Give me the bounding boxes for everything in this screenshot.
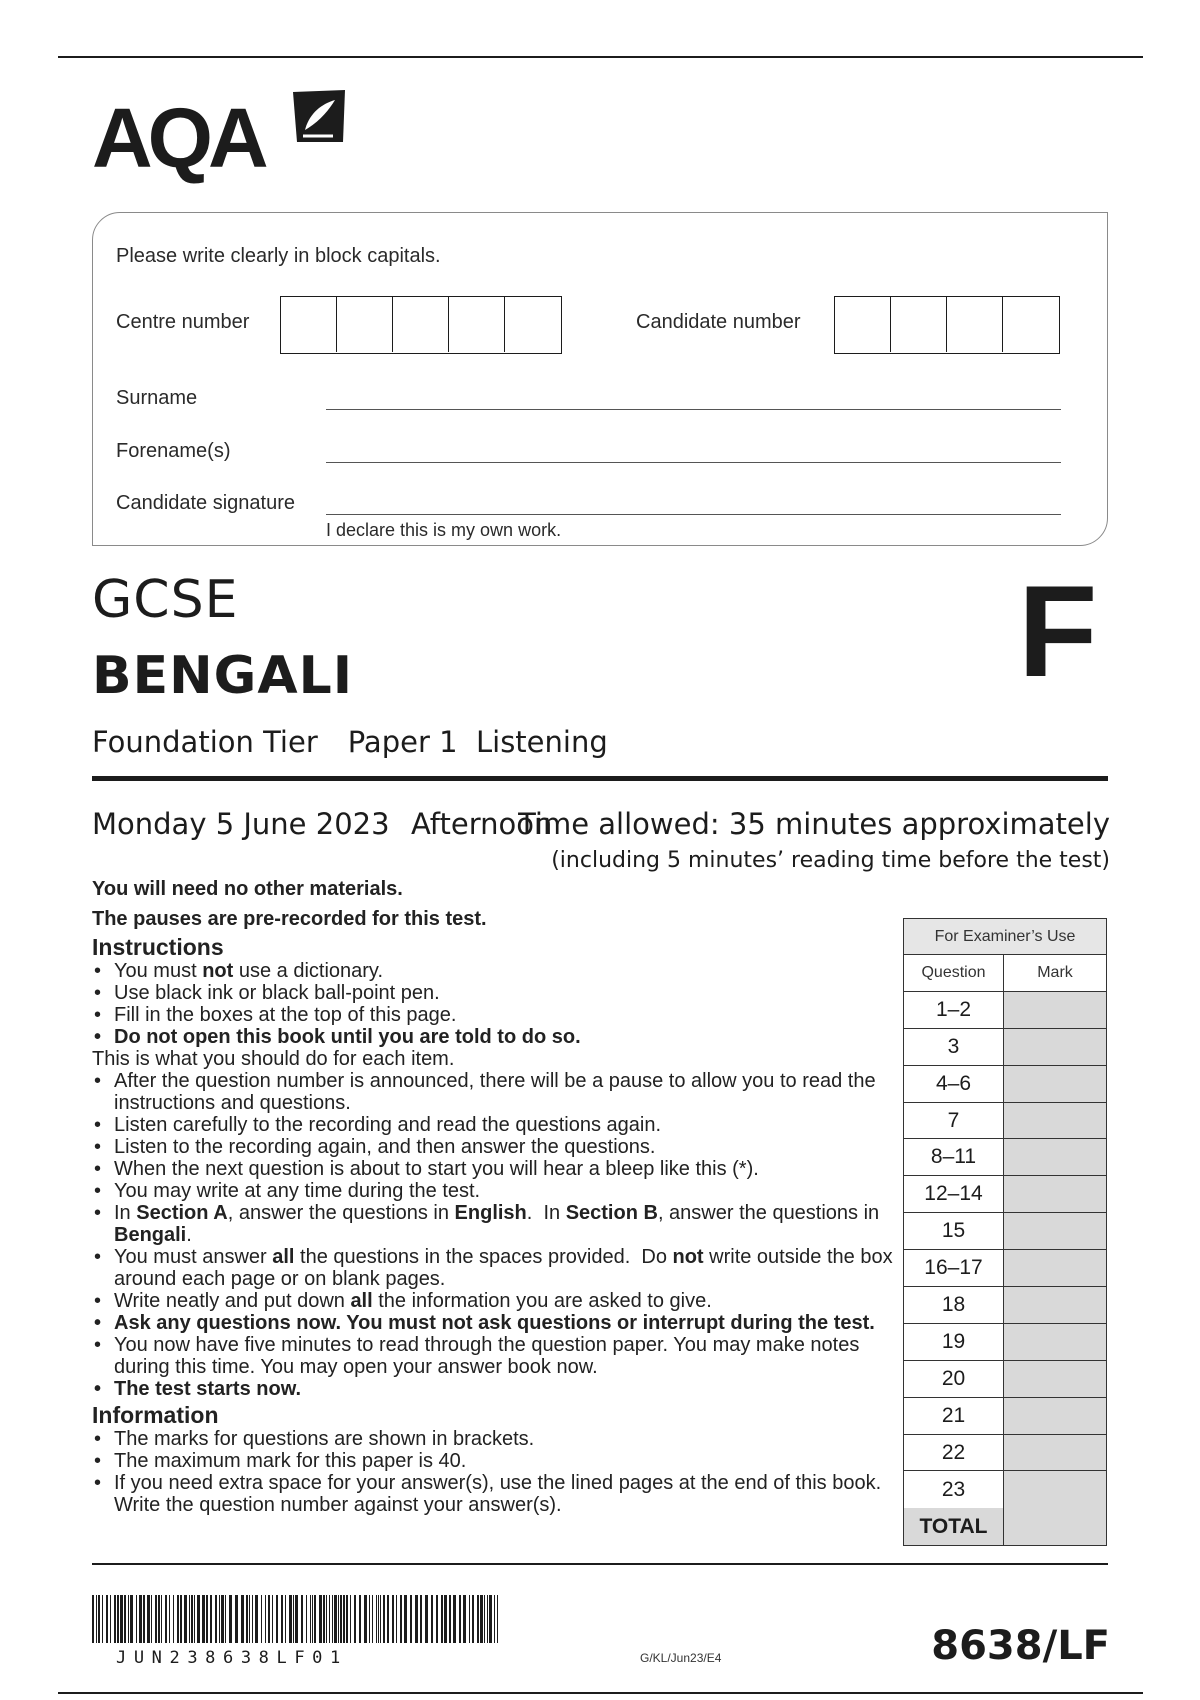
examiner-table-row <box>904 1435 1106 1472</box>
barcode-bar <box>497 1595 498 1643</box>
barcode-bar <box>312 1595 313 1643</box>
forenames-line[interactable] <box>326 462 1061 463</box>
barcode-bar <box>431 1595 433 1643</box>
barcode-bar <box>117 1595 119 1643</box>
barcode-bar <box>334 1595 337 1643</box>
examiner-table-row <box>904 1103 1106 1140</box>
candidate-number-label: Candidate number <box>636 311 801 333</box>
barcode-bar <box>350 1595 351 1643</box>
barcode-bar <box>346 1595 348 1643</box>
candidate-number-digit[interactable] <box>891 297 947 352</box>
list-item: • You must answer all the questions in the spaces provided. Do not write outside the box around each page or on blank pages. <box>92 1246 898 1290</box>
question-column-header: Question <box>904 955 1004 991</box>
list-item: • Do not open this book until you are told to do so. <box>92 1026 898 1048</box>
barcode-bar <box>143 1595 145 1643</box>
barcode-bar <box>400 1595 402 1643</box>
barcode-bar <box>130 1595 133 1643</box>
materials-line: You will need no other materials. <box>92 878 403 900</box>
question-number-cell: 3 <box>904 1029 1004 1065</box>
question-number-cell: 16–17 <box>904 1250 1004 1286</box>
barcode-bar <box>383 1595 385 1643</box>
mark-cell <box>1004 1398 1106 1434</box>
barcode-bar <box>261 1595 262 1643</box>
barcode-bar <box>165 1595 167 1643</box>
barcode <box>92 1595 500 1643</box>
list-item: • After the question number is announced, there will be a pause to allow you to read the instructions and questions. <box>92 1070 898 1114</box>
candidate-number-digit[interactable] <box>835 297 891 352</box>
candidate-number-digit[interactable] <box>947 297 1003 352</box>
exam-subject: BENGALI <box>92 646 354 706</box>
barcode-bar <box>241 1595 244 1643</box>
barcode-bar <box>235 1595 238 1643</box>
total-mark-cell <box>1004 1508 1106 1545</box>
centre-number-digit[interactable] <box>281 297 337 352</box>
page-bottom-rule <box>58 1692 1143 1694</box>
barcode-bar <box>396 1595 397 1643</box>
question-number-cell: 4–6 <box>904 1066 1004 1102</box>
examiner-table-row <box>904 1139 1106 1176</box>
barcode-bar <box>219 1595 220 1643</box>
barcode-bar <box>494 1595 495 1643</box>
barcode-bar <box>180 1595 182 1643</box>
barcode-bar <box>487 1595 488 1643</box>
mark-column-header: Mark <box>1004 955 1106 991</box>
barcode-bar <box>255 1595 258 1643</box>
paper-reference: G/KL/Jun23/E4 <box>640 1651 722 1665</box>
barcode-bar <box>215 1595 217 1643</box>
list-item: • You now have five minutes to read through the question paper. You may make notes during this time. You may open your answer book now. <box>92 1334 898 1378</box>
barcode-bar <box>265 1595 266 1643</box>
signature-label: Candidate signature <box>116 492 296 514</box>
barcode-bar <box>276 1595 278 1643</box>
pauses-line: The pauses are pre-recorded for this test. <box>92 908 487 930</box>
barcode-bar <box>392 1595 394 1643</box>
bottom-section-rule <box>92 1563 1108 1565</box>
examiner-table-row <box>904 1471 1106 1508</box>
mark-cell <box>1004 1176 1106 1212</box>
question-number-cell: 15 <box>904 1213 1004 1249</box>
centre-number-boxes[interactable] <box>280 296 562 354</box>
barcode-bar <box>102 1595 103 1643</box>
barcode-bar <box>184 1595 187 1643</box>
exam-session: Afternoon <box>411 807 553 841</box>
examiner-total-row <box>904 1508 1106 1545</box>
barcode-bar <box>372 1595 373 1643</box>
barcode-bar <box>369 1595 370 1643</box>
examiner-table-row <box>904 1066 1106 1103</box>
barcode-bar <box>246 1595 248 1643</box>
barcode-bar <box>225 1595 226 1643</box>
mark-cell <box>1004 1139 1106 1175</box>
centre-number-label: Centre number <box>116 311 250 333</box>
barcode-bar <box>314 1595 316 1643</box>
tier-and-paper <box>92 725 608 759</box>
list-item: • The maximum mark for this paper is 40. <box>92 1450 898 1472</box>
barcode-bar <box>177 1595 179 1643</box>
barcode-bar <box>147 1595 150 1643</box>
mark-cell <box>1004 1287 1106 1323</box>
list-item: • You must not use a dictionary. <box>92 960 898 982</box>
barcode-bar <box>128 1595 129 1643</box>
candidate-details-box <box>92 212 1108 546</box>
barcode-bar <box>420 1595 422 1643</box>
barcode-bar <box>332 1595 333 1643</box>
question-number-cell: 22 <box>904 1435 1004 1471</box>
question-number-cell: 12–14 <box>904 1176 1004 1212</box>
list-item: • The marks for questions are shown in brackets. <box>92 1428 898 1450</box>
mark-cell <box>1004 1471 1106 1508</box>
declaration-text: I declare this is my own work. <box>326 520 562 540</box>
barcode-bar <box>189 1595 190 1643</box>
barcode-bar <box>376 1595 377 1643</box>
centre-number-digit[interactable] <box>505 297 561 352</box>
top-rule <box>58 56 1143 58</box>
barcode-bar <box>221 1595 224 1643</box>
question-number-cell: 20 <box>904 1361 1004 1397</box>
examiner-table-row <box>904 1287 1106 1324</box>
list-item: • Listen carefully to the recording and read the questions again. <box>92 1114 898 1136</box>
barcode-bar <box>310 1595 311 1643</box>
barcode-bar <box>295 1595 298 1643</box>
barcode-bar <box>354 1595 356 1643</box>
total-label: TOTAL <box>904 1508 1004 1545</box>
centre-number-digit[interactable] <box>337 297 393 352</box>
list-item: • If you need extra space for your answer(s), use the lined pages at the end of this book. Write the question number against your answer(s). <box>92 1472 898 1516</box>
reading-time-note: (including 5 minutes’ reading time before the test) <box>551 848 1110 873</box>
barcode-bar <box>480 1595 483 1643</box>
list-item: • Use black ink or black ball-point pen. <box>92 982 898 1004</box>
barcode-bar <box>289 1595 292 1643</box>
signature-line[interactable] <box>326 514 1061 515</box>
instructions-section <box>92 878 898 1516</box>
surname-label: Surname <box>116 387 198 409</box>
barcode-bar <box>449 1595 451 1643</box>
barcode-bar <box>169 1595 170 1643</box>
instructions-heading: Instructions <box>92 934 224 960</box>
barcode-bar <box>364 1595 367 1643</box>
question-number-cell: 7 <box>904 1103 1004 1139</box>
barcode-bar <box>191 1595 193 1643</box>
barcode-bar <box>410 1595 412 1643</box>
list-item: • Fill in the boxes at the top of this page. <box>92 1004 898 1026</box>
examiner-table-body <box>904 992 1106 1508</box>
barcode-bar <box>210 1595 212 1643</box>
barcode-bar <box>229 1595 232 1643</box>
barcode-bar <box>151 1595 152 1643</box>
barcode-bar <box>472 1595 474 1643</box>
list-item: • The test starts now. <box>92 1378 898 1400</box>
barcode-bar <box>404 1595 407 1643</box>
mark-cell <box>1004 1103 1106 1139</box>
barcode-bar <box>343 1595 345 1643</box>
barcode-bar <box>155 1595 157 1643</box>
barcode-bar <box>301 1595 303 1643</box>
examiner-table-row <box>904 1250 1106 1287</box>
examiner-table-header <box>904 955 1106 992</box>
time-allowed: Time allowed: 35 minutes approximately <box>518 807 1110 841</box>
centre-number-digit[interactable] <box>393 297 449 352</box>
tier-letter: F <box>1018 558 1098 704</box>
barcode-bar <box>285 1595 286 1643</box>
steps-list <box>92 1070 898 1400</box>
barcode-bar <box>477 1595 479 1643</box>
surname-line[interactable] <box>326 409 1061 410</box>
barcode-bar <box>161 1595 162 1643</box>
barcode-bar <box>359 1595 361 1643</box>
list-item: • Listen to the recording again, and then answer the questions. <box>92 1136 898 1158</box>
candidate-number-digit[interactable] <box>1003 297 1059 352</box>
barcode-bar <box>459 1595 461 1643</box>
question-number-cell: 1–2 <box>904 992 1004 1028</box>
barcode-bar <box>106 1595 108 1643</box>
barcode-bar <box>272 1595 273 1643</box>
each-item-text: This is what you should do for each item. <box>92 1048 455 1070</box>
barcode-bar <box>124 1595 126 1643</box>
barcode-bar <box>249 1595 250 1643</box>
examiner-table-title: For Examiner’s Use <box>904 919 1106 955</box>
centre-number-digit[interactable] <box>449 297 505 352</box>
mark-cell <box>1004 1066 1106 1102</box>
examiner-table-row <box>904 1361 1106 1398</box>
barcode-bar <box>441 1595 443 1643</box>
information-heading: Information <box>92 1402 219 1428</box>
barcode-bar <box>252 1595 253 1643</box>
barcode-bar <box>380 1595 381 1643</box>
tier-label: Foundation Tier <box>92 725 318 759</box>
list-item: • Write neatly and put down all the information you are asked to give. <box>92 1290 898 1312</box>
barcode-text: JUN238638LF01 <box>116 1648 348 1668</box>
barcode-bar <box>202 1595 205 1643</box>
aqa-logo <box>92 88 362 183</box>
examiner-use-table <box>903 918 1107 1546</box>
barcode-bar <box>329 1595 330 1643</box>
barcode-bar <box>338 1595 339 1643</box>
examiner-table-row <box>904 1213 1106 1250</box>
barcode-bar <box>484 1595 485 1643</box>
barcode-bar <box>268 1595 270 1643</box>
mark-cell <box>1004 1324 1106 1360</box>
examiner-table-row <box>904 1029 1106 1066</box>
barcode-bar <box>489 1595 492 1643</box>
barcode-bar <box>453 1595 456 1643</box>
examiner-table-row <box>904 1398 1106 1435</box>
mark-cell <box>1004 1361 1106 1397</box>
barcode-bar <box>378 1595 379 1643</box>
barcode-bar <box>92 1595 94 1643</box>
barcode-bar <box>306 1595 307 1643</box>
paper-label: Paper 1 Listening <box>347 725 608 759</box>
examiner-table-row <box>904 1324 1106 1361</box>
mark-cell <box>1004 992 1106 1028</box>
barcode-bar <box>387 1595 389 1643</box>
mark-cell <box>1004 1029 1106 1065</box>
barcode-bar <box>444 1595 447 1643</box>
question-number-cell: 21 <box>904 1398 1004 1434</box>
instructions-list <box>92 960 898 1048</box>
exam-date: Monday 5 June 2023 <box>92 807 390 841</box>
barcode-bar <box>136 1595 137 1643</box>
mark-cell <box>1004 1435 1106 1471</box>
barcode-bar <box>425 1595 428 1643</box>
barcode-bar <box>194 1595 195 1643</box>
list-item: • In Section A, answer the questions in English. In Section B, answer the questions in Bengali. <box>92 1202 898 1246</box>
barcode-bar <box>173 1595 174 1643</box>
block-capitals-instruction: Please write clearly in block capitals. <box>116 245 441 267</box>
barcode-bar <box>98 1595 100 1643</box>
barcode-bar <box>114 1595 116 1643</box>
question-number-cell: 8–11 <box>904 1139 1004 1175</box>
list-item: • You may write at any time during the test. <box>92 1180 898 1202</box>
question-number-cell: 18 <box>904 1287 1004 1323</box>
question-number-cell: 23 <box>904 1471 1004 1508</box>
barcode-bar <box>139 1595 142 1643</box>
barcode-bar <box>319 1595 322 1643</box>
barcode-bar <box>120 1595 123 1643</box>
information-list <box>92 1428 898 1516</box>
examiner-table-row <box>904 1176 1106 1213</box>
barcode-bar <box>158 1595 160 1643</box>
barcode-bar <box>340 1595 342 1643</box>
barcode-bar <box>469 1595 470 1643</box>
exam-level: GCSE <box>92 570 239 630</box>
aqa-leaf-mark-icon <box>289 86 349 146</box>
list-item: • When the next question is about to start you will hear a bleep like this (*). <box>92 1158 898 1180</box>
barcode-bar <box>323 1595 325 1643</box>
barcode-bar <box>436 1595 438 1643</box>
barcode-bar <box>110 1595 111 1643</box>
aqa-logo-text: AQA <box>92 91 264 185</box>
paper-code: 8638/LF <box>931 1623 1110 1669</box>
barcode-bar <box>96 1595 97 1643</box>
barcode-bar <box>415 1595 418 1643</box>
barcode-bar <box>281 1595 283 1643</box>
barcode-bar <box>197 1595 200 1643</box>
barcode-bar <box>293 1595 294 1643</box>
barcode-bar <box>463 1595 466 1643</box>
mark-cell <box>1004 1250 1106 1286</box>
examiner-table-row <box>904 992 1106 1029</box>
barcode-bar <box>326 1595 327 1643</box>
mark-cell <box>1004 1213 1106 1249</box>
barcode-bar <box>206 1595 208 1643</box>
forenames-label: Forename(s) <box>116 440 231 462</box>
title-rule <box>92 776 1108 781</box>
question-number-cell: 19 <box>904 1324 1004 1360</box>
candidate-number-boxes[interactable] <box>834 296 1060 354</box>
list-item: • Ask any questions now. You must not ask questions or interrupt during the test. <box>92 1312 898 1334</box>
